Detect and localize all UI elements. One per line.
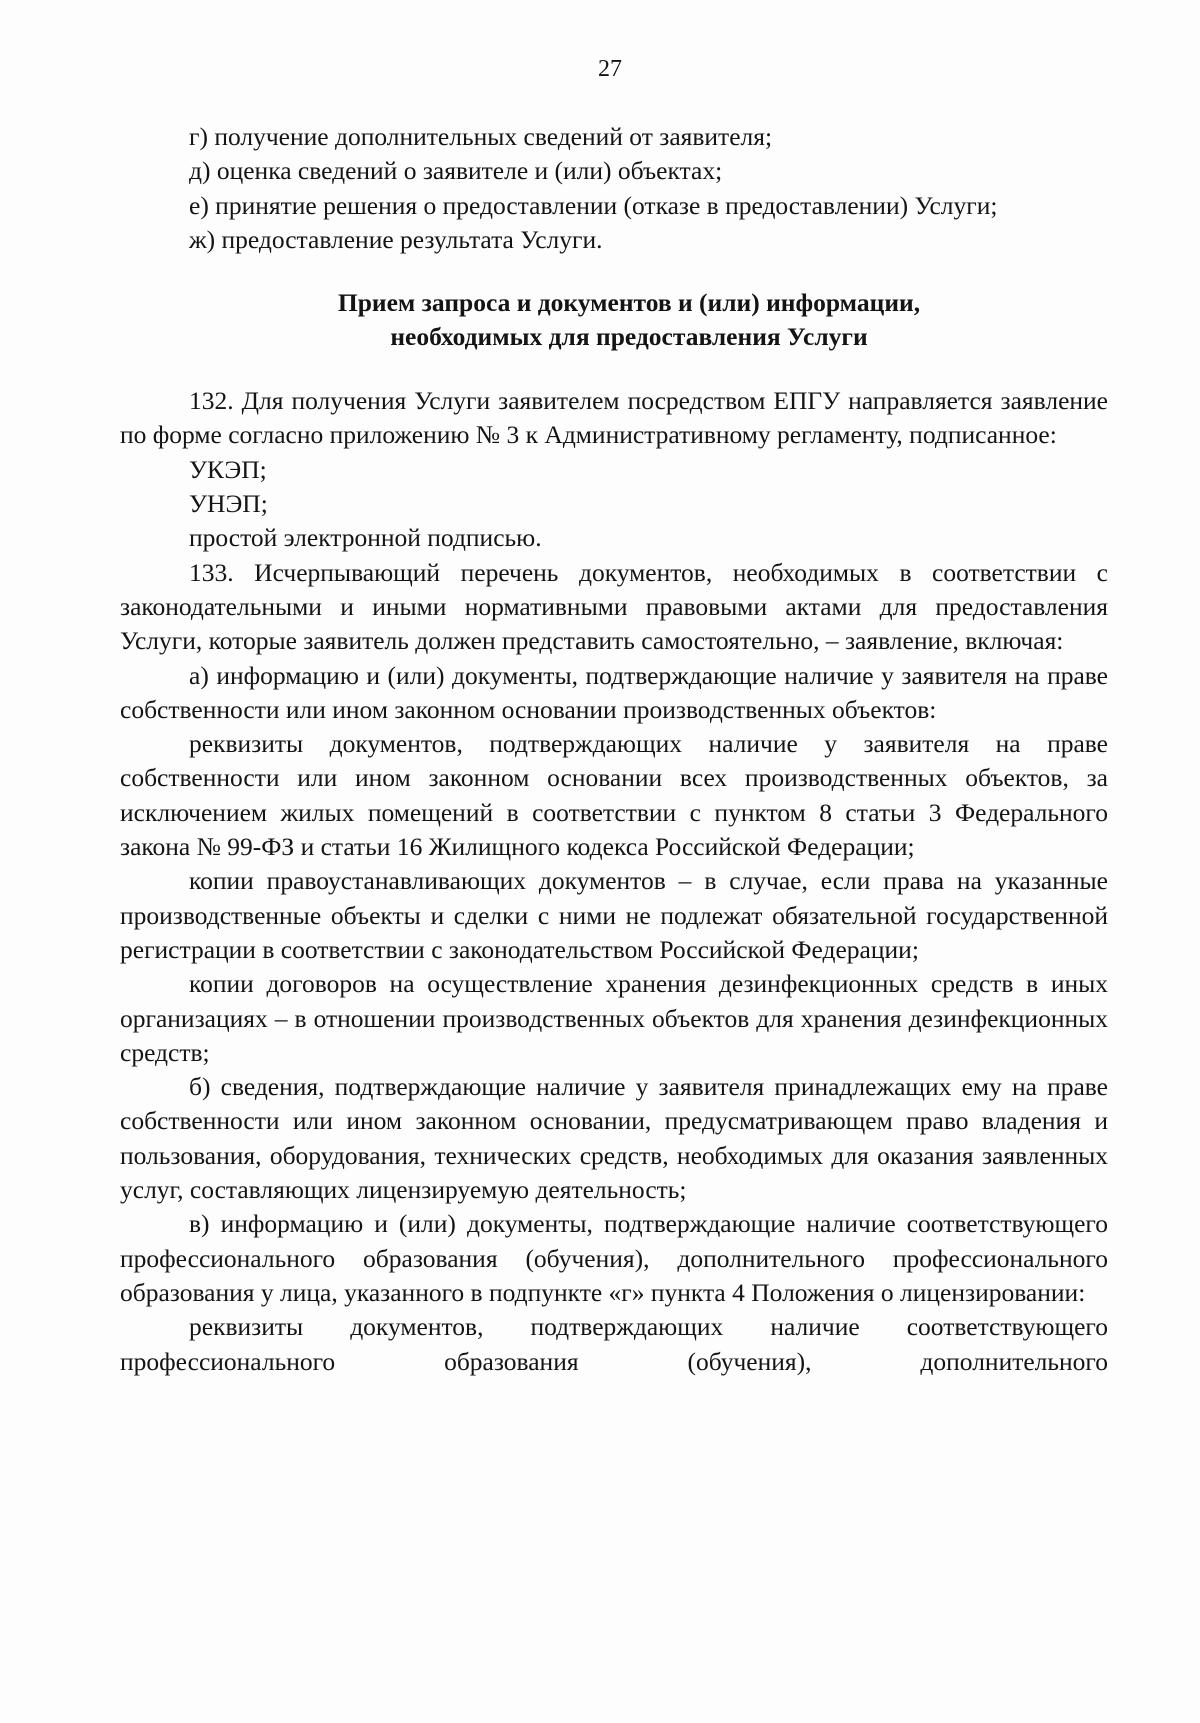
copies-contracts-paragraph: копии договоров на осуществление хранения дезинфекционных средств в иных организациях – в отношении производственных объектов для хранения дезинфекционных средств; bbox=[120, 969, 1108, 1067]
signature-type-ukep: УКЭП; bbox=[189, 454, 267, 484]
paragraph-133: 133. Исчерпывающий перечень документов, необходимых в соответствии с законодательными и иными нормативными правовыми актами для предоставления Услуги, которые заявитель должен представить самостоятельно, – заявление, включая: bbox=[120, 557, 1108, 656]
list-item: г) получение дополнительных сведений от заявителя; bbox=[189, 122, 773, 151]
paragraph-132: 132. Для получения Услуги заявителем посредством ЕПГУ направляется заявление по форме согласно приложению № 3 к Административному регламенту, подписанное: bbox=[120, 386, 1108, 450]
list-item: ж) предоставление результата Услуги. bbox=[189, 224, 603, 254]
copies-title-docs-paragraph: копии правоустанавливающих документов – в случае, если права на указанные производственные объекты и сделки с ними не подлежат обязательной государственной регистрации в соответствии с законодательством Российской Федерации; bbox=[120, 866, 1108, 964]
section-heading-line: Прием запроса и документов и (или) информации, bbox=[337, 288, 921, 318]
subitem-a: а) информацию и (или) документы, подтверждающие наличие у заявителя на праве собственности или ином законном основании производственных объектов: bbox=[120, 660, 1108, 724]
section-heading-line: необходимых для предоставления Услуги bbox=[390, 322, 868, 352]
signature-type-simple: простой электронной подписью. bbox=[189, 523, 542, 553]
subitem-v: в) информацию и (или) документы, подтверждающие наличие соответствующего профессионального образования (обучения), дополнительного профессионального образования у лица, указанного в подпункте «г» пункта 4 Положения о лицензировании: bbox=[120, 1209, 1108, 1307]
document-body bbox=[120, 120, 1108, 1379]
section-heading bbox=[120, 286, 1108, 354]
subitem-b: б) сведения, подтверждающие наличие у заявителя принадлежащих ему на праве собственности или ином законном основании, предусматривающем право владения и пользования, оборудования, технических средств, необходимых для оказания заявленных услуг, составляющих лицензируемую деятельность; bbox=[120, 1072, 1108, 1205]
signature-type-unep: УНЭП; bbox=[189, 489, 268, 519]
page-number: 27 bbox=[598, 56, 622, 82]
requisites-education-paragraph: реквизиты документов, подтверждающих наличие соответствующего профессионального образования (обучения), дополнительного bbox=[120, 1312, 1108, 1376]
list-item: д) оценка сведений о заявителе и (или) объектах; bbox=[189, 156, 723, 186]
requisites-paragraph: реквизиты документов, подтверждающих наличие у заявителя на праве собственности или ином законном основании всех производственных объектов, за исключением жилых помещений в соответствии с пунктом 8 статьи 3 Федерального закона № 99-ФЗ и статьи 16 Жилищного кодекса Российской Федерации; bbox=[120, 729, 1108, 862]
list-item: е) принятие решения о предоставлении (отказе в предоставлении) Услуги; bbox=[189, 190, 998, 220]
